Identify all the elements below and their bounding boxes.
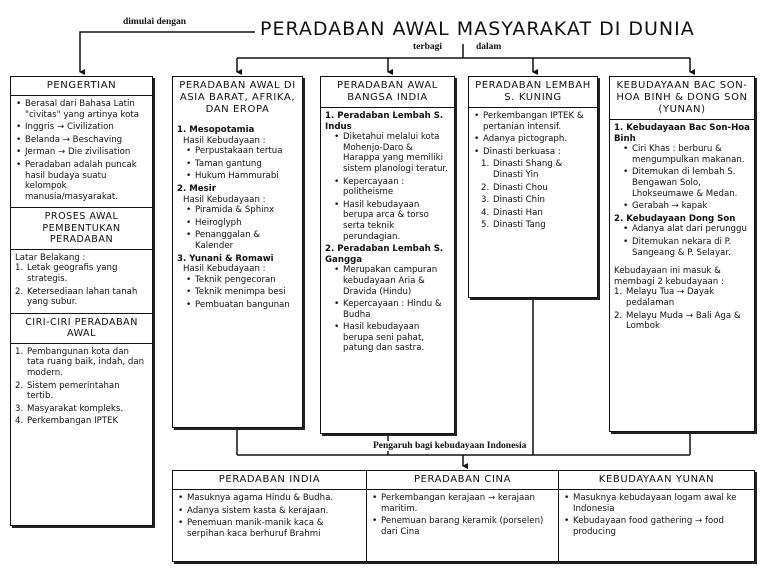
list-item: • Inggris → Civilization [15,122,148,133]
india-box [320,76,455,434]
list-item: • Adanya pictograph. [473,134,593,145]
list-item: • Penemuan manik-manik kaca & serpihan kaca berhuruf Brahmi [177,518,362,539]
bottom-col-yunan: KEBUDAYAAN YUNAN • Masuknya kebudayaan logam awal ke Indonesia • Kebudayaan food gathering → food producing [559,471,754,561]
list-item: • Hasil kebudayaan berupa seni pahat, patung dan sastra. [333,322,450,354]
list-item: 5. Dinasti Tang [481,220,546,231]
label-dimulai: dimulai dengan [123,17,187,27]
list-item: 4. Perkembangan IPTEK [15,416,119,427]
kuning-box [468,76,598,298]
section-yunani: 3. Yunani & Romawi [177,253,274,264]
bac-box [609,76,755,432]
list-item: • Kepercayaan : politheisme [333,177,450,198]
section-gangga: 2. Peradaban Lembah S. Gangga [325,244,444,265]
list-item: • Masuknya kebudayaan logam awal ke Indonesia [563,493,750,514]
list-item: 1. Dinasti Shang & Dinasti Yin [481,159,563,180]
proses-title: PROSES AWAL PEMBENTUKAN PERADABAN [11,207,152,250]
list-item: • Belanda → Beschaving [15,135,148,146]
bottom-table [172,470,755,562]
section-mesir: 2. Mesir [177,183,216,194]
list-item: • Teknik pengecoran [185,275,298,286]
list-item: 4. Dinasti Han [481,207,543,218]
section-mesopotamia: 1. Mesopotamia [177,125,255,135]
list-item: • Diketahui melalui kota Mohenjo-Daro & Harappa yang memiliki sistem planologi teratur. [333,132,450,174]
list-item: • Piramida & Sphinx [185,205,298,216]
list-item: • Ditemukan nekara di P. Sangeang & P. Selayar. [622,237,750,258]
list-item: • Merupakan campuran kebudayaan Aria & Dravida (Hindu) [333,265,450,297]
masuk-text: Kebudayaan ini masuk & membagi 2 kebudayaan : [614,266,724,287]
list-item: 1. Melayu Tua → Dayak pedalaman [614,287,715,308]
section-dongson: 2. Kebudayaan Dong Son [614,213,736,224]
label-dalam: dalam [476,42,502,52]
list-item: • Hasil kebudayaan berupa arca & torso serta teknik perundagian. [333,200,450,242]
list-item: 2. Dinasti Chou [481,182,548,193]
pengertian-list [15,99,148,202]
latar-label: Latar Belakang : [15,252,86,263]
list-item: 3. Dinasti Chin [481,195,545,206]
bac-title: KEBUDAYAAN BAC SON-HOA BINH & DONG SON (YUNAN) [610,77,754,120]
list-item: • Perkembangan IPTEK & pertanian intensif. [473,111,593,132]
list-item: 1. Pembangunan kota dan tata ruang baik, indah, dan modern. [15,346,145,378]
list-item: 3. Masyarakat kompleks. [15,403,124,414]
india-title: PERADABAN AWAL BANGSA INDIA [321,77,454,108]
section-bacson: 1. Kebudayaan Bac Son-Hoa Binh [614,123,750,144]
asia-title: PERADABAN AWAL DI ASIA BARAT, AFRIKA, DAN EROPA [179,80,296,115]
list-item: • Peradaban adalah puncak hasil budaya suatu kelompok manusia/masyarakat. [15,160,148,202]
bottom-col-cina: PERADABAN CINA • Perkembangan kerajaan → kerajaan maritim. • Penemuan barang keramik (porselen) dari Cina [367,471,559,561]
list-item: • Jerman → Die zivilisation [15,147,148,158]
left-column-box [10,76,153,526]
list-item: • Penanggalan & Kalender [185,230,298,251]
page-title: PERADABAN AWAL MASYARAKAT DI DUNIA [260,18,695,40]
list-item: 2. Melayu Muda → Bali Aga & Lombok [614,310,741,332]
list-item: • Teknik menimpa besi [185,287,298,298]
list-item: 2. Sistem pemerintahan tertib. [15,380,120,402]
list-item: • Penemuan barang keramik (porselen) dari Cina [371,516,554,537]
label-terbagi: terbagi [413,42,443,52]
arrow-to-pengertian [80,32,255,72]
list-item: • Taman gantung [185,159,298,170]
kuning-title: PERADABAN LEMBAH S. KUNING [469,77,597,108]
asia-box: PERADABAN AWAL DI ASIA BARAT, AFRIKA, DAN EROPA 1. Mesopotamia Hasil Kebudayaan : • Perpustakaan tertua • Taman gantung • Hukum Hammurabi 2. Mesir Hasil Kebudayaan : • Piramida & Sphinx • Heiroglyph • Penanggalan & Kalender 3. Yunani & Romawi Hasil Kebudayaan : • Teknik pengecoran • Teknik menimpa besi • Pembuatan bangunan [172,76,303,428]
list-item: 2. Ketersediaan lahan tanah yang subur. [15,286,138,308]
bottom-col-india: PERADABAN INDIA • Masuknya agama Hindu & Budha. • Adanya sistem kasta & kerajaan. • Penemuan manik-manik kaca & serpihan kaca berhuruf Brahmi [173,471,367,561]
section-indus: 1. Peradaban Lembah S. Indus [325,111,444,132]
list-item: • Ciri Khas : berburu & mengumpulkan makanan. [622,144,750,165]
list-item: • Berasal dari Bahasa Latin "civitas" yang artinya kota [15,99,148,120]
list-item: • Masuknya agama Hindu & Budha. [177,493,362,504]
list-item: • Adanya alat dari perunggu [622,224,750,235]
list-item: • Kepercayaan : Hindu & Budha [333,299,450,320]
label-pengaruh: Pengaruh bagi kebudayaan Indonesia [370,441,529,451]
list-item: • Ditemukan di lembah S. Bengawan Solo, Lhokseumawe & Medan. [622,167,750,199]
list-item: • Dinasti berkuasa : [473,147,593,158]
pengertian-title: PENGERTIAN [11,77,152,96]
list-item: 1. Letak geografis yang strategis. [15,263,118,285]
ciri-title: CIRI-CIRI PERADABAN AWAL [11,313,152,344]
list-item: • Hukum Hammurabi [185,171,298,182]
list-item: • Heiroglyph [185,218,298,229]
list-item: • Kebudayaan food gathering → food producing [563,516,750,537]
list-item: • Perkembangan kerajaan → kerajaan maritim. [371,493,554,514]
list-item: • Pembuatan bangunan [185,300,298,311]
list-item: • Adanya sistem kasta & kerajaan. [177,506,362,517]
list-item: • Perpustakaan tertua [185,146,298,157]
list-item: • Gerabah → kapak [622,201,750,212]
